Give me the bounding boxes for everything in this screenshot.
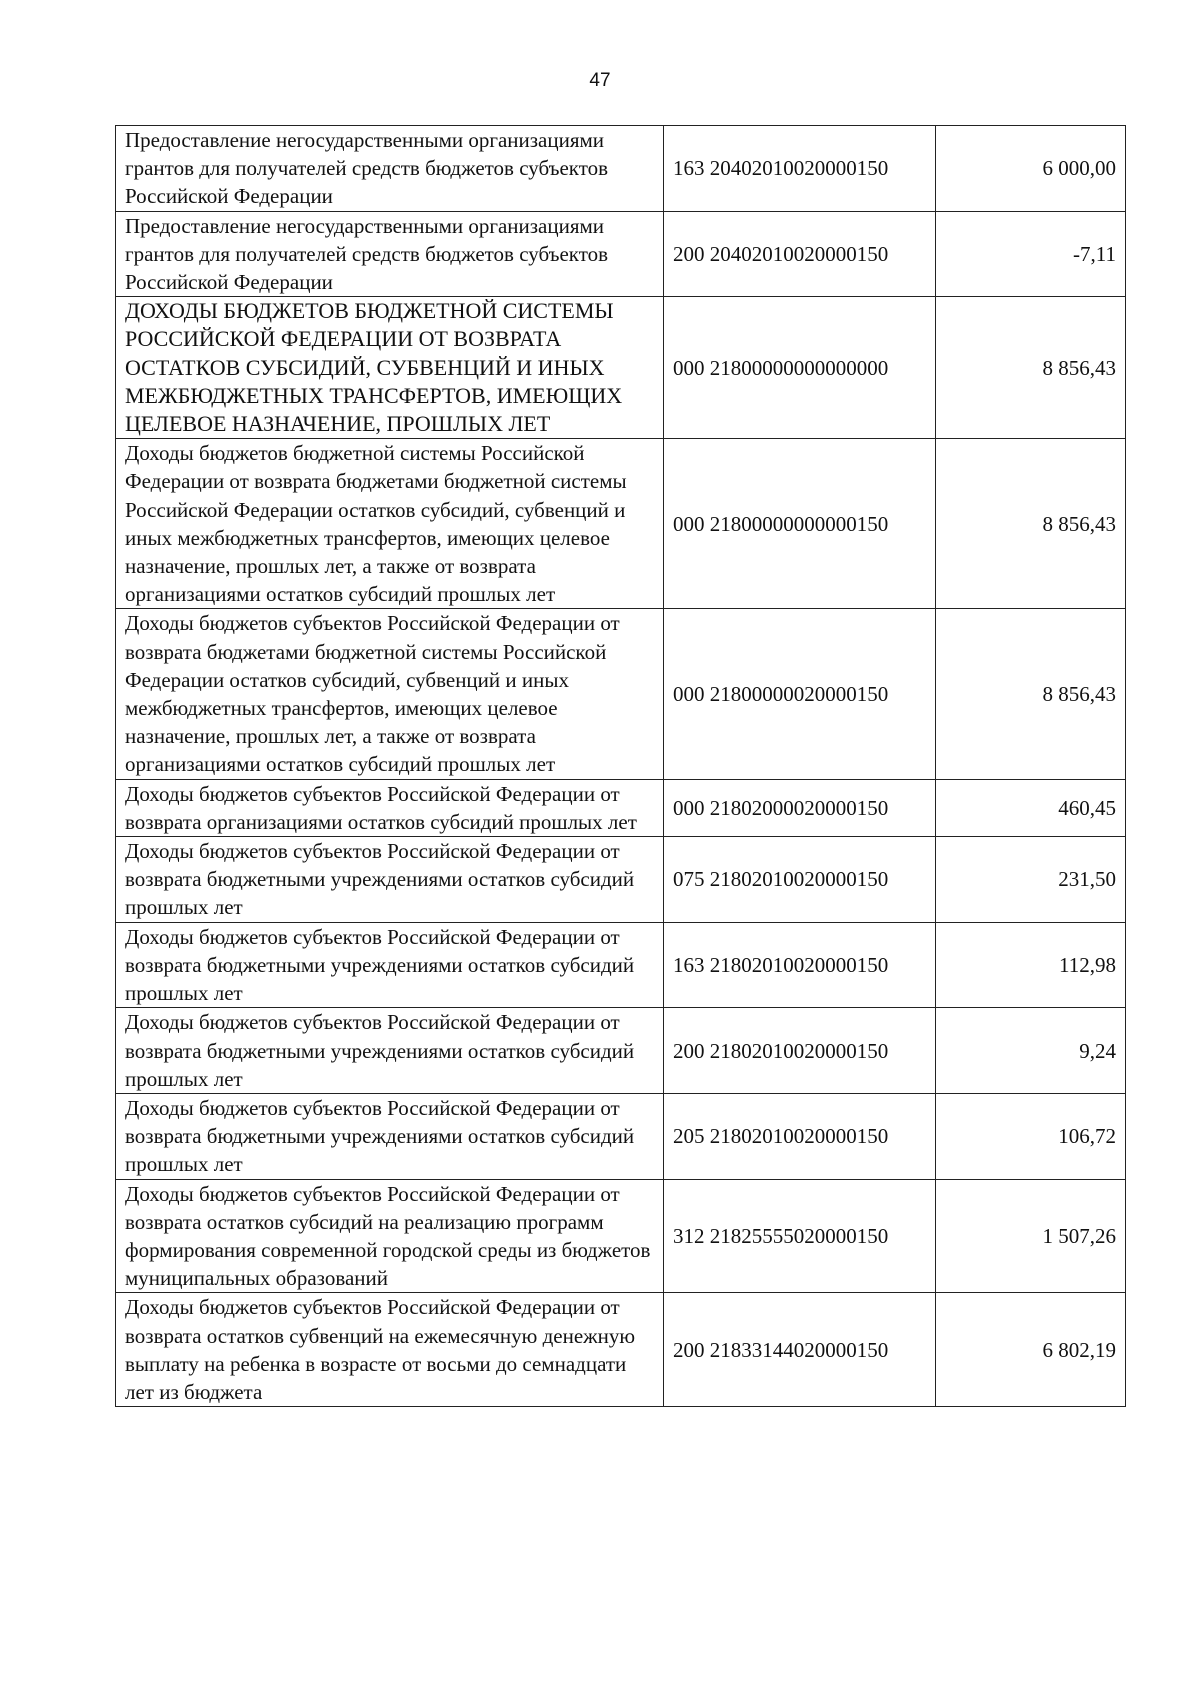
row-budget-code: 000 21800000020000150 bbox=[664, 609, 936, 779]
row-budget-code: 000 21800000000000150 bbox=[664, 439, 936, 609]
row-amount: 231,50 bbox=[936, 837, 1126, 923]
row-amount: 8 856,43 bbox=[936, 297, 1126, 439]
row-description: ДОХОДЫ БЮДЖЕТОВ БЮДЖЕТНОЙ СИСТЕМЫ РОССИЙСКОЙ ФЕДЕРАЦИИ ОТ ВОЗВРАТА ОСТАТКОВ СУБСИДИЙ, СУБВЕНЦИЙ И ИНЫХ МЕЖБЮДЖЕТНЫХ ТРАНСФЕРТОВ, ИМЕЮЩИХ ЦЕЛЕВОЕ НАЗНАЧЕНИЕ, ПРОШЛЫХ ЛЕТ bbox=[116, 297, 664, 439]
row-budget-code: 000 21800000000000000 bbox=[664, 297, 936, 439]
row-description: Доходы бюджетов субъектов Российской Федерации от возврата остатков субсидий на реализацию программ формирования современной городской среды из бюджетов муниципальных образований bbox=[116, 1179, 664, 1293]
row-amount: 8 856,43 bbox=[936, 609, 1126, 779]
row-amount: -7,11 bbox=[936, 211, 1126, 297]
row-description: Доходы бюджетов субъектов Российской Федерации от возврата бюджетными учреждениями остатков субсидий прошлых лет bbox=[116, 1008, 664, 1094]
row-budget-code: 200 21802010020000150 bbox=[664, 1008, 936, 1094]
table-row bbox=[116, 1093, 1126, 1179]
row-budget-code: 000 21802000020000150 bbox=[664, 779, 936, 836]
table-row bbox=[116, 1179, 1126, 1293]
table-row bbox=[116, 1293, 1126, 1407]
table-row bbox=[116, 297, 1126, 439]
row-description: Доходы бюджетов субъектов Российской Федерации от возврата бюджетными учреждениями остатков субсидий прошлых лет bbox=[116, 922, 664, 1008]
table-row bbox=[116, 126, 1126, 212]
table-row bbox=[116, 1008, 1126, 1094]
row-budget-code: 200 21833144020000150 bbox=[664, 1293, 936, 1407]
row-budget-code: 205 21802010020000150 bbox=[664, 1093, 936, 1179]
table-row bbox=[116, 609, 1126, 779]
row-description: Доходы бюджетов субъектов Российской Федерации от возврата бюджетами бюджетной системы Российской Федерации остатков субсидий, субвенций и иных межбюджетных трансфертов, имеющих целевое назначение, прошлых лет, а также от возврата организациями остатков субсидий прошлых лет bbox=[116, 609, 664, 779]
revenue-table bbox=[115, 125, 1126, 1407]
row-amount: 6 000,00 bbox=[936, 126, 1126, 212]
row-description: Предоставление негосударственными организациями грантов для получателей средств бюджетов субъектов Российской Федерации bbox=[116, 126, 664, 212]
table-row bbox=[116, 837, 1126, 923]
table-row bbox=[116, 439, 1126, 609]
table-row bbox=[116, 922, 1126, 1008]
row-budget-code: 312 21825555020000150 bbox=[664, 1179, 936, 1293]
row-budget-code: 163 21802010020000150 bbox=[664, 922, 936, 1008]
row-budget-code: 075 21802010020000150 bbox=[664, 837, 936, 923]
row-description: Доходы бюджетов субъектов Российской Федерации от возврата организациями остатков субсидий прошлых лет bbox=[116, 779, 664, 836]
row-budget-code: 200 20402010020000150 bbox=[664, 211, 936, 297]
row-amount: 6 802,19 bbox=[936, 1293, 1126, 1407]
row-amount: 106,72 bbox=[936, 1093, 1126, 1179]
row-amount: 9,24 bbox=[936, 1008, 1126, 1094]
row-description: Доходы бюджетов субъектов Российской Федерации от возврата остатков субвенций на ежемесячную денежную выплату на ребенка в возрасте от восьми до семнадцати лет из бюджета bbox=[116, 1293, 664, 1407]
row-description: Предоставление негосударственными организациями грантов для получателей средств бюджетов субъектов Российской Федерации bbox=[116, 211, 664, 297]
row-description: Доходы бюджетов субъектов Российской Федерации от возврата бюджетными учреждениями остатков субсидий прошлых лет bbox=[116, 1093, 664, 1179]
row-description: Доходы бюджетов субъектов Российской Федерации от возврата бюджетными учреждениями остатков субсидий прошлых лет bbox=[116, 837, 664, 923]
row-amount: 8 856,43 bbox=[936, 439, 1126, 609]
row-amount: 112,98 bbox=[936, 922, 1126, 1008]
row-amount: 1 507,26 bbox=[936, 1179, 1126, 1293]
row-budget-code: 163 20402010020000150 bbox=[664, 126, 936, 212]
row-description: Доходы бюджетов бюджетной системы Российской Федерации от возврата бюджетами бюджетной системы Российской Федерации остатков субсидий, субвенций и иных межбюджетных трансфертов, имеющих целевое назначение, прошлых лет, а также от возврата организациями остатков субсидий прошлых лет bbox=[116, 439, 664, 609]
row-amount: 460,45 bbox=[936, 779, 1126, 836]
table-row bbox=[116, 211, 1126, 297]
page-number: 47 bbox=[589, 70, 611, 91]
table-row bbox=[116, 779, 1126, 836]
